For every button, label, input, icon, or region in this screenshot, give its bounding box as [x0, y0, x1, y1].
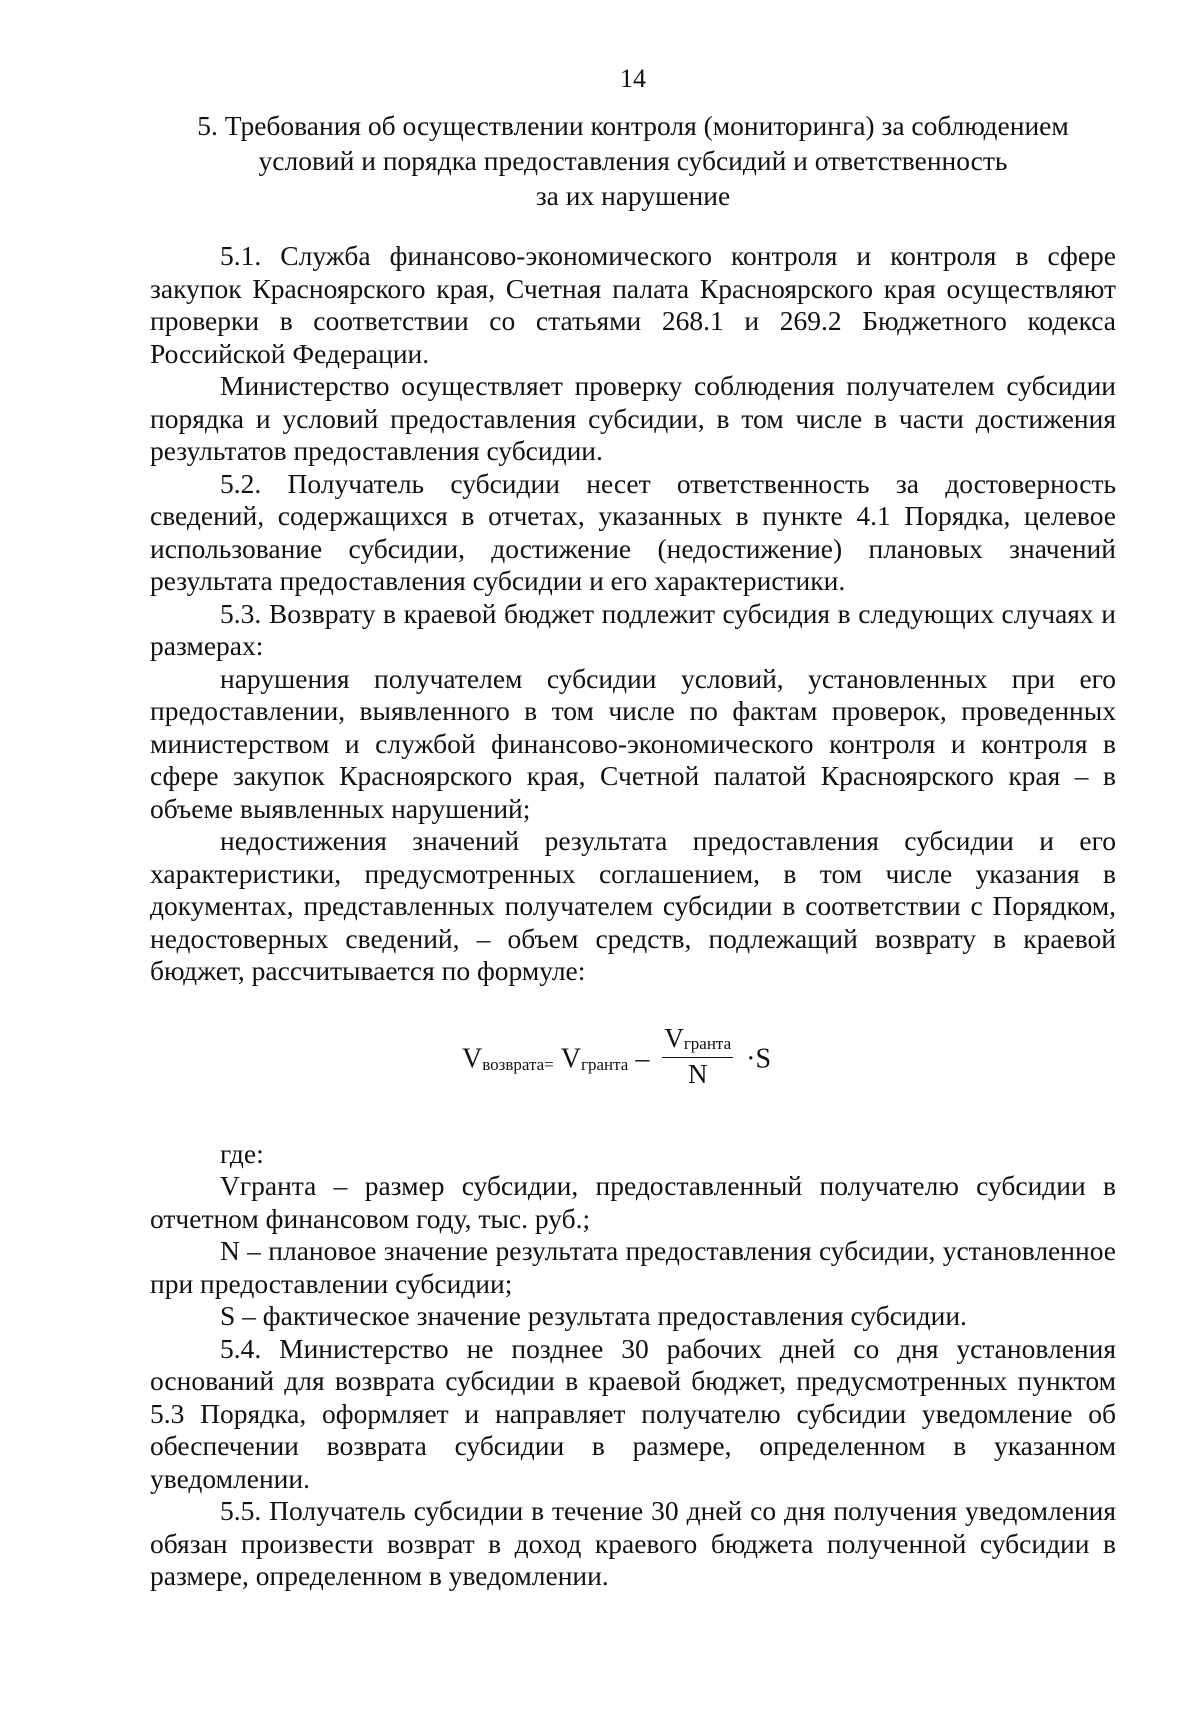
- formula-expression: [462, 1022, 772, 1094]
- paragraph-5-1-ministry: Министерство осуществляет проверку соблюдения получателем субсидии порядка и условий предоставления субсидии, в том числе в части достижения результатов предоставления субсидии.: [150, 370, 1116, 466]
- paragraph-5-2: 5.2. Получатель субсидии несет ответственность за достоверность сведений, содержащихся в отчетах, указанных в пункте 4.1 Порядка, целевое использование субсидии, достижение (недостижение) плановых значений результата предоставления субсидии и его характеристики.: [150, 467, 1116, 596]
- paragraph-5-1: 5.1. Служба финансово-экономического контроля и контроля в сфере закупок Красноярского края, Счетная палата Красноярского края осуществляют проверки в соответствии со статьями 268.1 и 269.2 Бюджетного кодекса Российской Федерации.: [150, 240, 1116, 369]
- formula-num-v: V: [664, 1022, 684, 1053]
- definition-v-grant: Vгранта – размер субсидии, предоставленный получателю субсидии в отчетном финансовом году, тыс. руб.;: [150, 1170, 1116, 1234]
- formula-times-s: ·S: [746, 1042, 772, 1074]
- formula-fraction: [662, 1024, 733, 1090]
- formula-denominator: N: [687, 1058, 708, 1089]
- formula-sub-grant: гранта: [581, 1054, 629, 1074]
- definition-s: S – фактическое значение результата предоставления субсидии.: [220, 1300, 967, 1331]
- paragraph-5-5: 5.5. Получатель субсидии в течение 30 дней со дня получения уведомления обязан произвести возврат в доход краевого бюджета полученной субсидии в размере, определенном в уведомлении.: [150, 1495, 1116, 1591]
- formula-num-sub: гранта: [683, 1033, 732, 1053]
- section-title-line-1: 5. Требования об осуществлении контроля (мониторинга) за соблюдением: [197, 110, 1069, 141]
- section-title: [150, 108, 1116, 213]
- formula-numerator: [662, 1024, 733, 1058]
- formula-v-grant: V: [560, 1042, 581, 1074]
- paragraph-5-4: 5.4. Министерство не позднее 30 рабочих дней со дня установления оснований для возврата субсидии в краевой бюджет, предусмотренных пунктом 5.3 Порядка, оформляет и направляет получателю субсидии уведомление об обеспечении возврата субсидии в размере, определенном в указанном уведомлении.: [150, 1332, 1116, 1494]
- section-title-line-3: за их нарушение: [535, 180, 731, 211]
- page-number: 14: [620, 64, 646, 93]
- definition-n: N – плановое значение результата предоставления субсидии, установленное при предоставлении субсидии;: [150, 1235, 1116, 1299]
- refund-formula: [150, 988, 1116, 1138]
- paragraph-5-3: 5.3. Возврату в краевой бюджет подлежит субсидия в следующих случаях и размерах:: [150, 597, 1116, 661]
- formula-v-return: V: [462, 1042, 483, 1074]
- paragraph-5-3-violation: нарушения получателем субсидии условий, установленных при его предоставлении, выявленного в том числе по фактам проверок, проведенных министерством и службой финансово-экономического контроля и контроля в сфере закупок Красноярского края, Счетной палатой Красноярского края – в объеме выявленных нарушений;: [150, 662, 1116, 824]
- section-title-line-2: условий и порядка предоставления субсидий и ответственность: [258, 145, 1008, 176]
- where-label: где:: [220, 1137, 264, 1169]
- formula-sub-return: возврата=: [482, 1054, 554, 1074]
- paragraph-5-3-non-achievement: недостижения значений результата предоставления субсидии и его характеристики, предусмотренных соглашением, в том числе указания в документах, представленных получателем субсидии в соответствии с Порядком, недостоверных сведений, – объем средств, подлежащий возврату в краевой бюджет, рассчитывается по формуле:: [150, 825, 1116, 986]
- formula-minus: –: [635, 1042, 650, 1074]
- document-body: [150, 240, 1116, 1593]
